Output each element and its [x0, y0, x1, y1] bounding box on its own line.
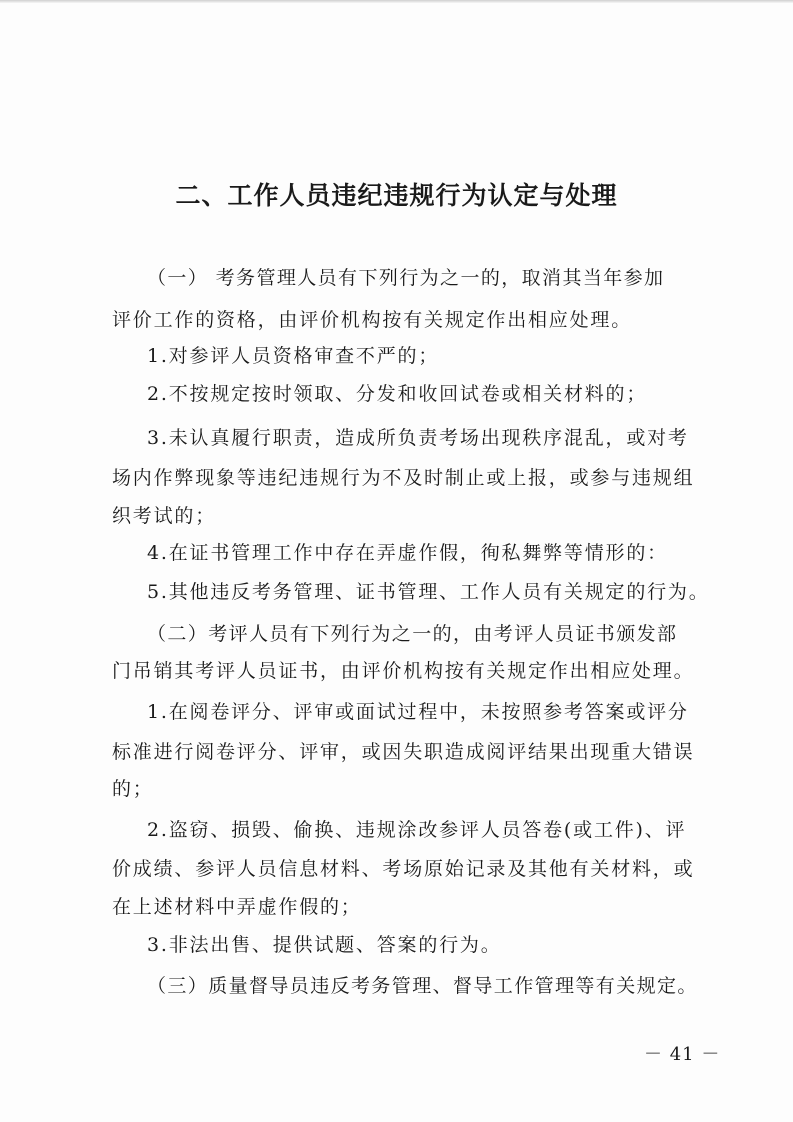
paragraph-line: 场内作弊现象等违纪违规行为不及时制止或上报，或参与违规组	[112, 467, 695, 489]
list-item: 5.其他违反考务管理、证书管理、工作人员有关规定的行为。	[147, 581, 710, 603]
section-3-heading: （三）质量督导员违反考务管理、督导工作管理等有关规定。	[147, 975, 698, 997]
paragraph-line: 织考试的；	[112, 505, 217, 527]
paragraph-line: 在上述材料中弄虚作假的；	[112, 896, 362, 918]
section-2-heading: （二）考评人员有下列行为之一的，由考评人员证书颁发部	[147, 623, 678, 645]
paragraph-line: 价成绩、参评人员信息材料、考场原始记录及其他有关材料，或	[112, 858, 695, 880]
list-item: 3.非法出售、提供试题、答案的行为。	[147, 934, 502, 956]
list-item: 3.未认真履行职责，造成所负责考场出现秩序混乱，或对考	[147, 427, 689, 449]
list-item: 2.盗窃、损毁、偷换、违规涂改参评人员答卷(或工件)、评	[147, 819, 687, 841]
list-item: 1.对参评人员资格审查不严的；	[147, 345, 440, 367]
section-1-heading: （一） 考务管理人员有下列行为之一的，取消其当年参加	[147, 267, 665, 289]
paragraph-line: 门吊销其考评人员证书，由评价机构按有关规定作出相应处理。	[112, 660, 695, 682]
list-item: 1.在阅卷评分、评审或面试过程中，未按照参考答案或评分	[147, 701, 689, 723]
scan-edge	[0, 0, 793, 3]
list-item: 4.在证书管理工作中存在弄虚作假，徇私舞弊等情形的：	[147, 542, 668, 564]
list-item: 2.不按规定按时领取、分发和收回试卷或相关材料的；	[147, 383, 648, 405]
paragraph-line: 评价工作的资格，由评价机构按有关规定作出相应处理。	[112, 309, 633, 331]
paragraph-line: 标准进行阅卷评分、评审，或因失职造成阅评结果出现重大错误	[112, 741, 695, 763]
paragraph-line: 的；	[112, 778, 154, 800]
page-number: － 41 －	[644, 1044, 721, 1065]
section-title: 二、工作人员违纪违规行为认定与处理	[175, 181, 618, 210]
